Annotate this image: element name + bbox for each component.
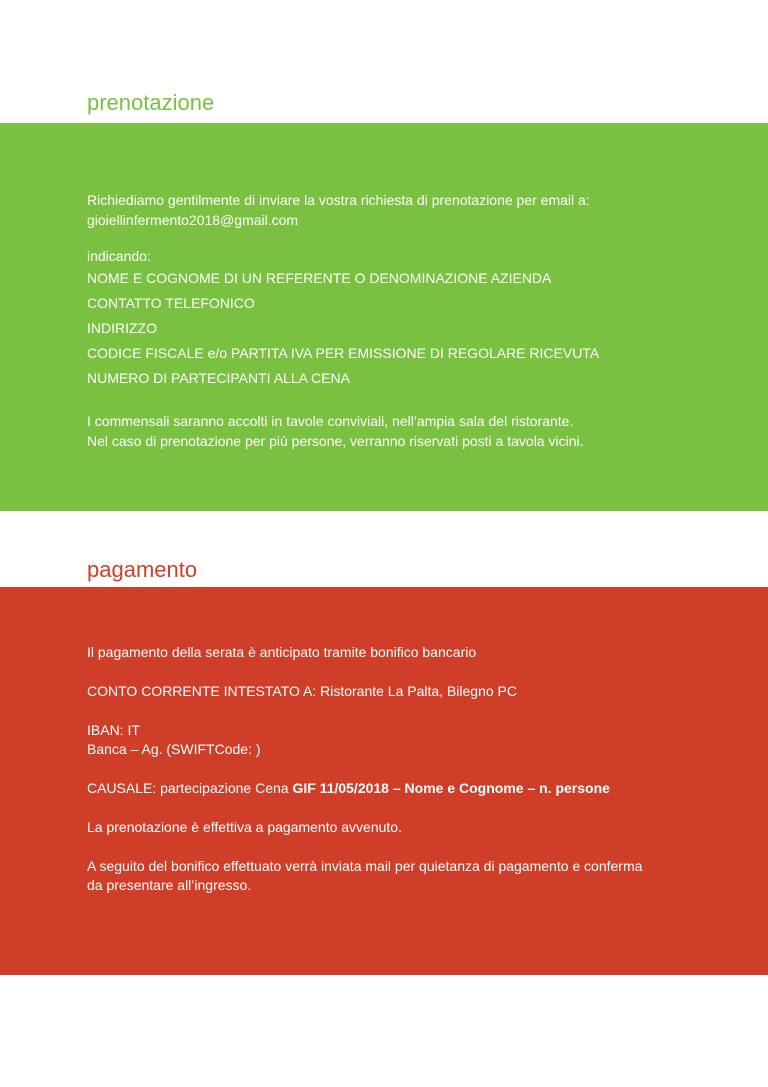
pagamento-title: pagamento: [87, 557, 198, 582]
quietanza-note: A seguito del bonifico effettuato verrà inviata mail per quietanza di pagamento e conferma: [87, 858, 643, 874]
spacer: [87, 701, 728, 721]
prenotazione-indicando: indicando:: [87, 248, 151, 264]
required-info-item: CONTATTO TELEFONICO: [87, 295, 255, 311]
prenotazione-section: [0, 123, 768, 511]
causale-detail: GIF 11/05/2018 – Nome e Cognome – n. persone: [292, 780, 610, 796]
pagamento-section: [0, 587, 768, 975]
required-info-item: CODICE FISCALE e/o PARTITA IVA PER EMISSIONE DI REGOLARE RICEVUTA: [87, 345, 600, 361]
required-info-item: INDIRIZZO: [87, 320, 157, 336]
prenotazione-note: I commensali saranno accolti in tavole conviviali, nell’ampia sala del ristorante.: [87, 413, 574, 429]
prenotazione-effettiva: La prenotazione è effettiva a pagamento avvenuto.: [87, 819, 402, 835]
spacer: [87, 230, 728, 246]
prenotazione-email: gioiellinfermento2018@gmail.com: [87, 212, 299, 228]
spacer: [87, 798, 728, 818]
required-info-item: NOME E COGNOME DI UN REFERENTE O DENOMINAZIONE AZIENDA: [87, 270, 552, 286]
quietanza-note: da presentare all’ingresso.: [87, 877, 252, 893]
conto-corrente: CONTO CORRENTE INTESTATO A: Ristorante La Palta, Bilegno PC: [87, 683, 517, 699]
spacer: [87, 759, 728, 779]
iban: IBAN: IT: [87, 722, 140, 738]
spacer: [87, 662, 728, 682]
spacer: [87, 837, 728, 857]
prenotazione-intro: Richiediamo gentilmente di inviare la vostra richiesta di prenotazione per email a:: [87, 192, 590, 208]
required-info-item: NUMERO DI PARTECIPANTI ALLA CENA: [87, 370, 350, 386]
prenotazione-title: prenotazione: [87, 90, 215, 115]
spacer: [87, 391, 728, 411]
causale-label: CAUSALE: partecipazione Cena: [87, 780, 293, 796]
causale: [87, 779, 728, 798]
banca: Banca – Ag. (SWIFTCode: ): [87, 741, 261, 757]
pagamento-intro: Il pagamento della serata è anticipato tramite bonifico bancario: [87, 644, 477, 660]
prenotazione-note: Nel caso di prenotazione per più persone, verranno riservati posti a tavola vicini.: [87, 433, 584, 449]
